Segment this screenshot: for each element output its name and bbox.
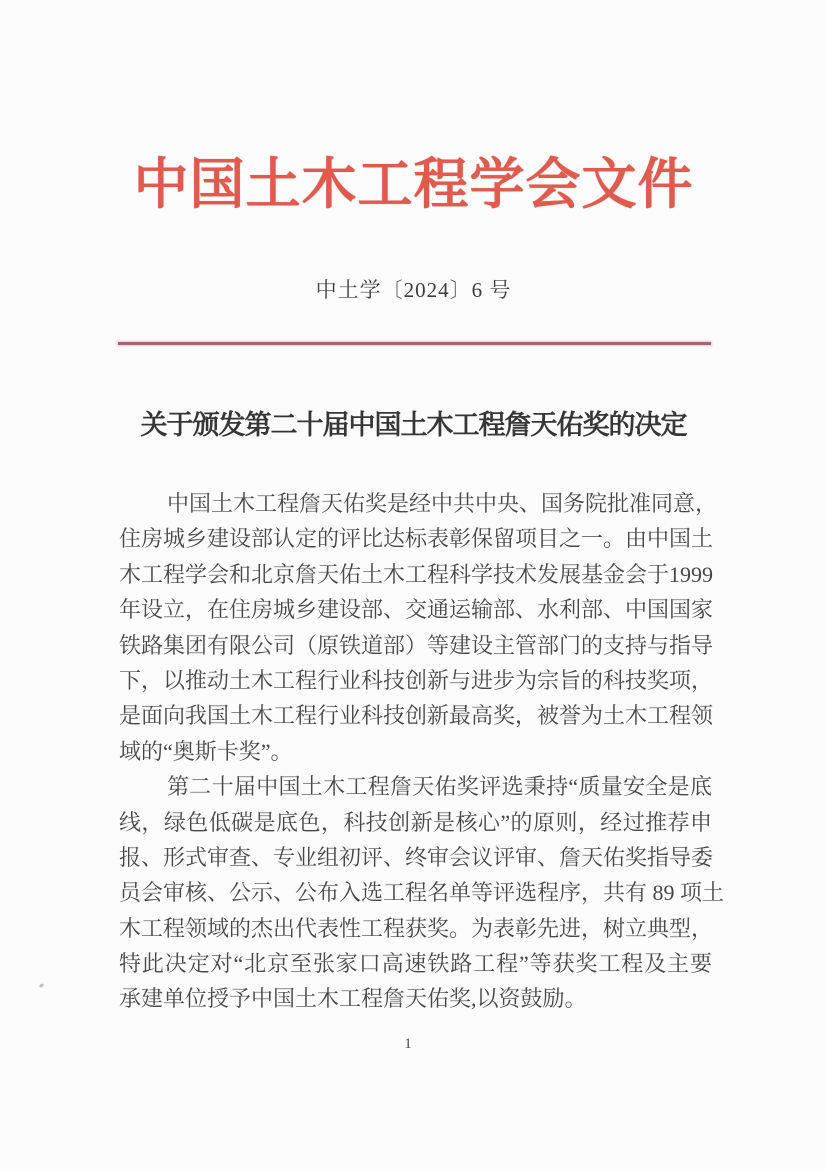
body-line: 木工程学会和北京詹天佑土木工程科学技术发展基金会于1999 — [119, 561, 714, 587]
page-number: 1 — [404, 1036, 412, 1052]
body-line: 是面向我国土木工程行业科技创新最高奖，被誉为土木工程领 — [119, 703, 714, 729]
body-line: 线，绿色低碳是底色，科技创新是核心”的原则，经过推荐申 — [119, 809, 712, 835]
document-heading: 关于颁发第二十届中国土木工程詹天佑奖的决定 — [140, 410, 687, 440]
body-line: 铁路集团有限公司（原铁道部）等建设主管部门的支持与指导 — [119, 632, 714, 658]
body-line: 特此决定对“北京至张家口高速铁路工程”等获奖工程及主要 — [119, 951, 712, 977]
body-line: 第二十届中国土木工程詹天佑奖评选秉持“质量安全是底 — [167, 774, 712, 800]
paragraph-2 — [119, 769, 725, 1017]
body-line: 报、形式审查、专业组初评、终审会议评审、詹天佑奖指导委 — [119, 844, 714, 870]
paragraph-1 — [119, 486, 718, 769]
body-line: 木工程领域的杰出代表性工程获奖。为表彰先进，树立典型， — [119, 915, 714, 941]
document-number: 中土学〔2024〕6 号 — [315, 278, 512, 302]
body-line: 下，以推动土木工程行业科技创新与进步为宗旨的科技奖项， — [119, 667, 714, 693]
body-line: 中国土木工程詹天佑奖是经中共中央、国务院批准同意， — [167, 491, 718, 516]
body-line: 员会审核、公示、公布入选工程名单等评选程序，共有 89 项土 — [119, 880, 725, 906]
body-line: 域的“奥斯卡奖”。 — [119, 738, 293, 764]
body-line: 年设立，在住房城乡建设部、交通运输部、水利部、中国国家 — [119, 597, 714, 623]
body-line: 承建单位授予中国土木工程詹天佑奖,以资鼓励。 — [119, 986, 587, 1012]
document-body — [119, 486, 725, 1017]
letterhead-title: 中国土木工程学会文件 — [133, 154, 694, 215]
body-line: 住房城乡建设部认定的评比达标表彰保留项目之一。由中国土 — [119, 526, 714, 552]
red-divider-line — [118, 342, 711, 345]
scan-artifact-speck — [39, 983, 45, 988]
